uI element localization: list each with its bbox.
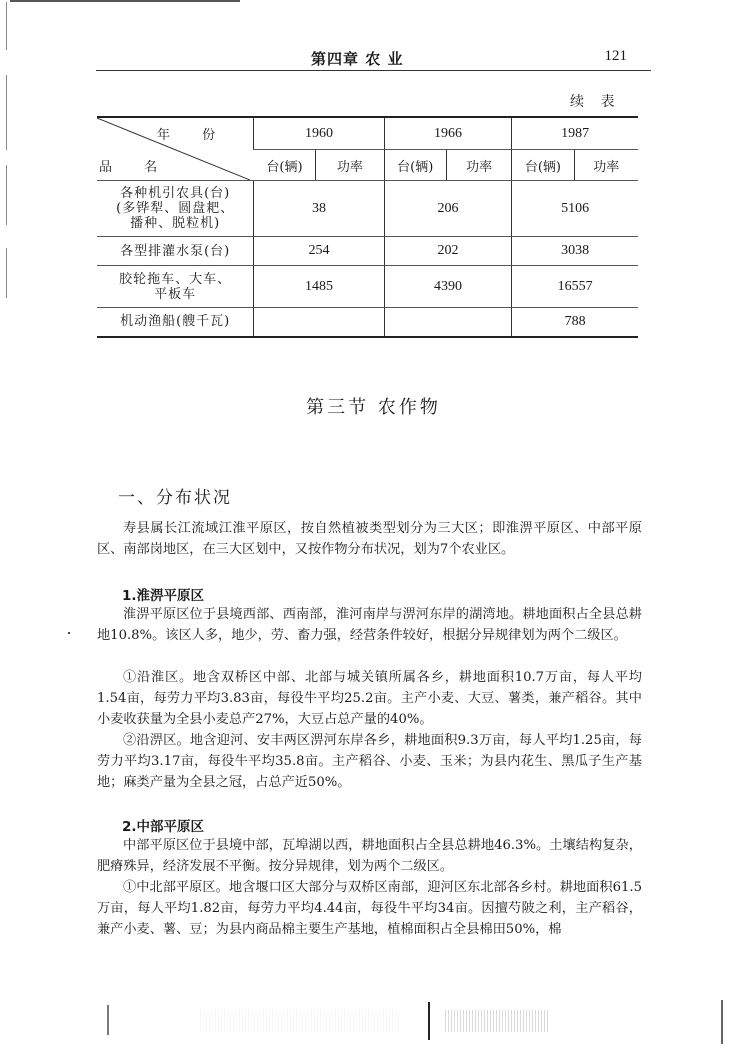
page-number: 121	[604, 48, 627, 64]
cell-value	[384, 308, 512, 337]
cell-value: 3038	[512, 237, 638, 266]
scan-speck	[68, 632, 70, 634]
table-row	[97, 308, 638, 337]
region-heading: 1.淮淠平原区	[122, 588, 205, 604]
cell-value: 202	[384, 237, 512, 266]
row-name-line: 各种机引农具(台)	[120, 186, 231, 201]
section-title: 第三节 农作物	[306, 397, 441, 418]
scan-artifact-mark	[428, 1002, 430, 1040]
row-name	[97, 266, 254, 308]
region-paragraph: ①中北部平原区。地含堰口区大部分与双桥区南部，迎河区东北部各乡村。耕地面积61.5万亩，每人平均1.82亩，每劳力平均4.44亩，每役牛平均34亩。因擅芍陂之利，主产稻谷，兼产小麦、薯、豆；为县内商品棉主要生产基地，植棉面积占全县棉田50%，棉	[97, 880, 642, 937]
cell-value: 788	[512, 308, 638, 337]
scan-noise	[445, 1010, 550, 1032]
intro-paragraph: 寿县属长江流域江淮平原区，按自然植被类型划分为三大区；即淮淠平原区、中部平原区、南部岗地区，在三大区划中，又按作物分布状况，划为7个农业区。	[97, 521, 642, 557]
row-name-line: 机动渔船(艘千瓦)	[120, 314, 231, 330]
table-continued-label: 续 表	[570, 94, 621, 110]
corner-header-cell	[97, 117, 254, 181]
row-name-line: 各型排灌水泵(台)	[120, 243, 231, 259]
scan-edge-line	[6, 75, 7, 150]
region-paragraph: ①沿淮区。地含双桥区中部、北部与城关镇所属各乡，耕地面积10.7万亩，每人平均1.54亩，每劳力平均3.83亩，每役牛平均25.2亩。主产小麦、大豆、薯类，兼产稻谷。其中小麦收获量为全县小麦总产27%，大豆占总产量的40%。	[97, 670, 642, 727]
cell-value: 4390	[384, 266, 512, 308]
units-header: 台(辆)	[512, 150, 574, 181]
table-row	[97, 237, 638, 266]
scan-noise	[200, 1010, 400, 1032]
cell-value: 5106	[512, 181, 638, 237]
cell-value: 254	[254, 237, 384, 266]
row-name	[97, 308, 254, 337]
cell-value: 38	[254, 181, 384, 237]
row-name-line: 平板车	[154, 286, 197, 302]
region-paragraph: 淮淠平原区位于县境西部、西南部，淮河南岸与淠河东岸的湖湾地。耕地面积占全县总耕地10.8%。该区人多，地少，劳、畜力强，经营条件较好，根据分异规律划为两个二级区。	[97, 607, 642, 643]
equipment-table	[97, 116, 638, 338]
row-name-line: 胶轮拖车、大车、	[119, 271, 232, 287]
chapter-title: 第四章 农 业	[311, 50, 404, 68]
region-paragraph: ②沿淠区。地含迎河、安丰两区淠河东岸各乡，耕地面积9.3万亩，每人平均1.25亩，每劳力平均3.17亩，每役牛平均35.8亩。主产稻谷、小麦、玉米；为县内花生、黑瓜子生产基地；麻类产量为全县之冠，占总产近50%。	[97, 733, 642, 790]
table-row	[97, 181, 638, 237]
power-header: 功率	[316, 150, 384, 181]
scan-edge-line	[6, 2, 7, 50]
scan-edge-line	[6, 165, 7, 225]
subsection-title: 一、分布状况	[118, 488, 232, 508]
power-header: 功率	[574, 150, 638, 181]
running-head	[96, 44, 651, 71]
corner-header-item: 品 名	[99, 160, 172, 175]
cell-value	[254, 308, 384, 337]
units-header: 台(辆)	[254, 150, 316, 181]
scan-artifact-mark	[721, 1000, 723, 1044]
cell-value: 206	[384, 181, 512, 237]
row-name-line: 播种、脱粒机)	[130, 216, 221, 231]
row-name-line: (多铧犁、圆盘耙、	[116, 201, 235, 216]
year-header: 1960	[254, 117, 384, 150]
table-row	[97, 266, 638, 308]
scan-artifact-mark	[107, 1005, 109, 1035]
scan-edge-line	[6, 248, 7, 298]
region-heading: 2.中部平原区	[122, 819, 205, 835]
row-name	[97, 181, 254, 237]
scan-artifact-top	[10, 0, 240, 2]
region-paragraph: 中部平原区位于县境中部，瓦埠湖以西，耕地面积占全县总耕地46.3%。土壤结构复杂，肥瘠殊异，经济发展不平衡。按分异规律，划为两个二级区。	[97, 838, 642, 874]
year-header: 1987	[512, 117, 638, 150]
year-header: 1966	[384, 117, 512, 150]
cell-value: 16557	[512, 266, 638, 308]
corner-header-year: 年 份	[157, 128, 230, 143]
power-header: 功率	[446, 150, 511, 181]
units-header: 台(辆)	[384, 150, 446, 181]
row-name	[97, 237, 254, 266]
cell-value: 1485	[254, 266, 384, 308]
